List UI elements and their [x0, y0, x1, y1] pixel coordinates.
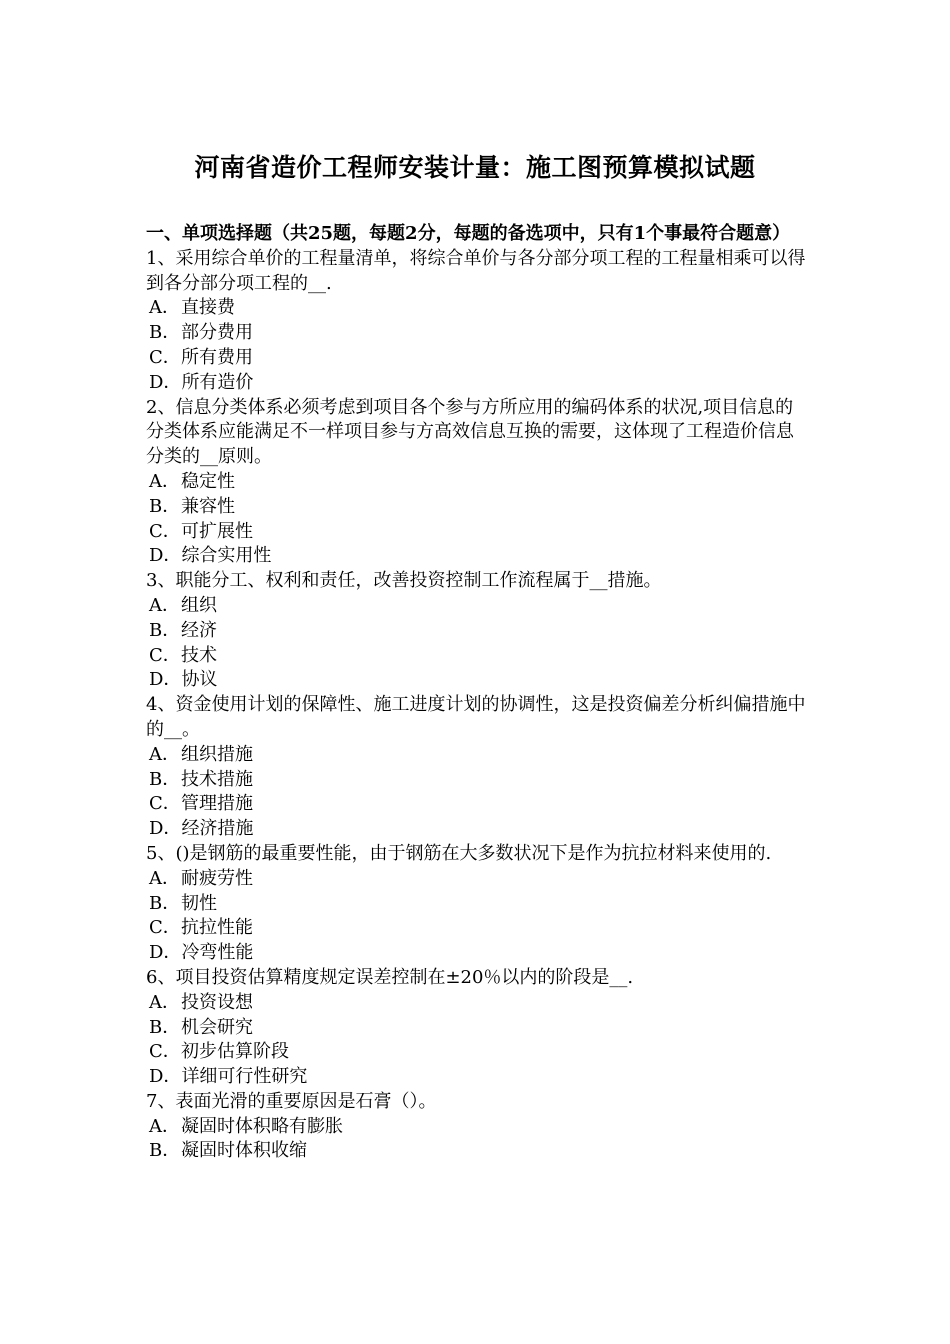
option-letter: B．: [149, 1140, 181, 1162]
option-letter: A．: [149, 867, 180, 889]
question-4: [146, 693, 810, 842]
option-d: [146, 371, 810, 396]
option-letter: A．: [149, 1115, 180, 1137]
option-d: [146, 544, 810, 569]
option-d: [146, 941, 810, 966]
option-d: [146, 1065, 810, 1090]
option-text: 稳定性: [181, 470, 235, 492]
option-text: 管理措施: [181, 793, 253, 815]
option-a: [146, 594, 810, 619]
option-letter: B．: [149, 892, 181, 914]
option-b: [146, 619, 810, 644]
document-title: 河南省造价工程师安装计量：施工图预算模拟试题: [194, 153, 756, 182]
document-body: [146, 222, 810, 1164]
option-d: [146, 668, 810, 693]
option-c: [146, 346, 810, 371]
option-text: 机会研究: [181, 1016, 253, 1038]
option-letter: A．: [149, 470, 180, 492]
option-letter: D．: [149, 942, 182, 964]
option-b: [146, 495, 810, 520]
option-letter: A．: [149, 743, 180, 765]
option-letter: C．: [149, 346, 181, 368]
question-stem: 1、采用综合单价的工程量清单，将综合单价与各分部分项工程的工程量相乘可以得到各分部分项工程的__.: [146, 247, 806, 294]
question-stem: 6、项目投资估算精度规定误差控制在±20％以内的阶段是__.: [146, 966, 634, 988]
option-letter: D．: [149, 1066, 182, 1088]
question-6: [146, 966, 810, 1090]
option-a: [146, 991, 810, 1016]
option-b: [146, 1139, 810, 1164]
question-2: [146, 396, 810, 570]
option-text: 部分费用: [181, 322, 253, 344]
option-text: 所有造价: [181, 371, 254, 393]
option-c: [146, 520, 810, 545]
option-text: 详细可行性研究: [181, 1066, 308, 1088]
option-text: 兼容性: [181, 495, 235, 517]
option-letter: C．: [149, 520, 181, 542]
option-text: 凝固时体积收缩: [181, 1140, 307, 1162]
option-a: [146, 743, 810, 768]
option-letter: D．: [149, 818, 182, 840]
question-stem: 3、职能分工、权利和责任，改善投资控制工作流程属于__措施。: [146, 570, 662, 592]
option-c: [146, 916, 810, 941]
option-text: 组织措施: [181, 743, 253, 765]
option-a: [146, 470, 810, 495]
option-text: 初步估算阶段: [181, 1041, 289, 1063]
option-letter: A．: [149, 297, 180, 319]
option-text: 韧性: [181, 892, 217, 914]
question-5: [146, 842, 810, 966]
option-letter: B．: [149, 1016, 181, 1038]
option-letter: A．: [149, 991, 180, 1013]
question-1: [146, 247, 810, 396]
option-a: [146, 296, 810, 321]
option-text: 冷弯性能: [181, 942, 254, 964]
option-letter: C．: [149, 793, 181, 815]
option-letter: B．: [149, 495, 181, 517]
option-b: [146, 768, 810, 793]
question-stem: 2、信息分类体系必须考虑到项目各个参与方所应用的编码体系的状况,项目信息的分类体系应能满足不一样项目参与方高效信息互换的需要，这体现了工程造价信息分类的__原则。: [146, 396, 794, 468]
option-letter: B．: [149, 619, 181, 641]
question-stem: 5、()是钢筋的最重要性能，由于钢筋在大多数状况下是作为抗拉材料来使用的.: [146, 842, 772, 864]
option-text: 可扩展性: [181, 520, 253, 542]
option-text: 经济: [181, 619, 217, 641]
section-heading: 一、单项选择题（共25题，每题2分，每题的备选项中，只有1个事最符合题意）: [146, 223, 791, 244]
option-letter: D．: [149, 669, 182, 691]
option-text: 所有费用: [181, 346, 253, 368]
option-c: [146, 644, 810, 669]
option-b: [146, 321, 810, 346]
option-letter: D．: [149, 371, 182, 393]
option-text: 直接费: [181, 297, 235, 319]
option-c: [146, 792, 810, 817]
option-text: 组织: [181, 594, 217, 616]
question-stem: 7、表面光滑的重要原因是石膏（）。: [146, 1090, 437, 1112]
option-letter: B．: [149, 322, 181, 344]
option-text: 技术措施: [181, 768, 253, 790]
option-text: 综合实用性: [181, 545, 272, 567]
option-letter: C．: [149, 644, 181, 666]
option-text: 凝固时体积略有膨胀: [181, 1115, 343, 1137]
option-letter: C．: [149, 1041, 181, 1063]
option-a: [146, 867, 810, 892]
option-c: [146, 1040, 810, 1065]
question-stem: 4、资金使用计划的保障性、施工进度计划的协调性，这是投资偏差分析纠偏措施中的__。: [146, 694, 806, 740]
option-b: [146, 1016, 810, 1041]
option-text: 耐疲劳性: [181, 867, 253, 889]
option-letter: A．: [149, 594, 180, 616]
option-d: [146, 817, 810, 842]
option-letter: B．: [149, 768, 181, 790]
option-a: [146, 1115, 810, 1140]
question-7: [146, 1090, 810, 1164]
option-letter: C．: [149, 917, 181, 939]
option-letter: D．: [149, 545, 182, 567]
option-b: [146, 892, 810, 917]
option-text: 技术: [181, 644, 217, 666]
option-text: 投资设想: [181, 991, 253, 1013]
option-text: 抗拉性能: [181, 917, 253, 939]
option-text: 协议: [181, 669, 218, 691]
question-3: [146, 569, 810, 693]
option-text: 经济措施: [181, 818, 254, 840]
